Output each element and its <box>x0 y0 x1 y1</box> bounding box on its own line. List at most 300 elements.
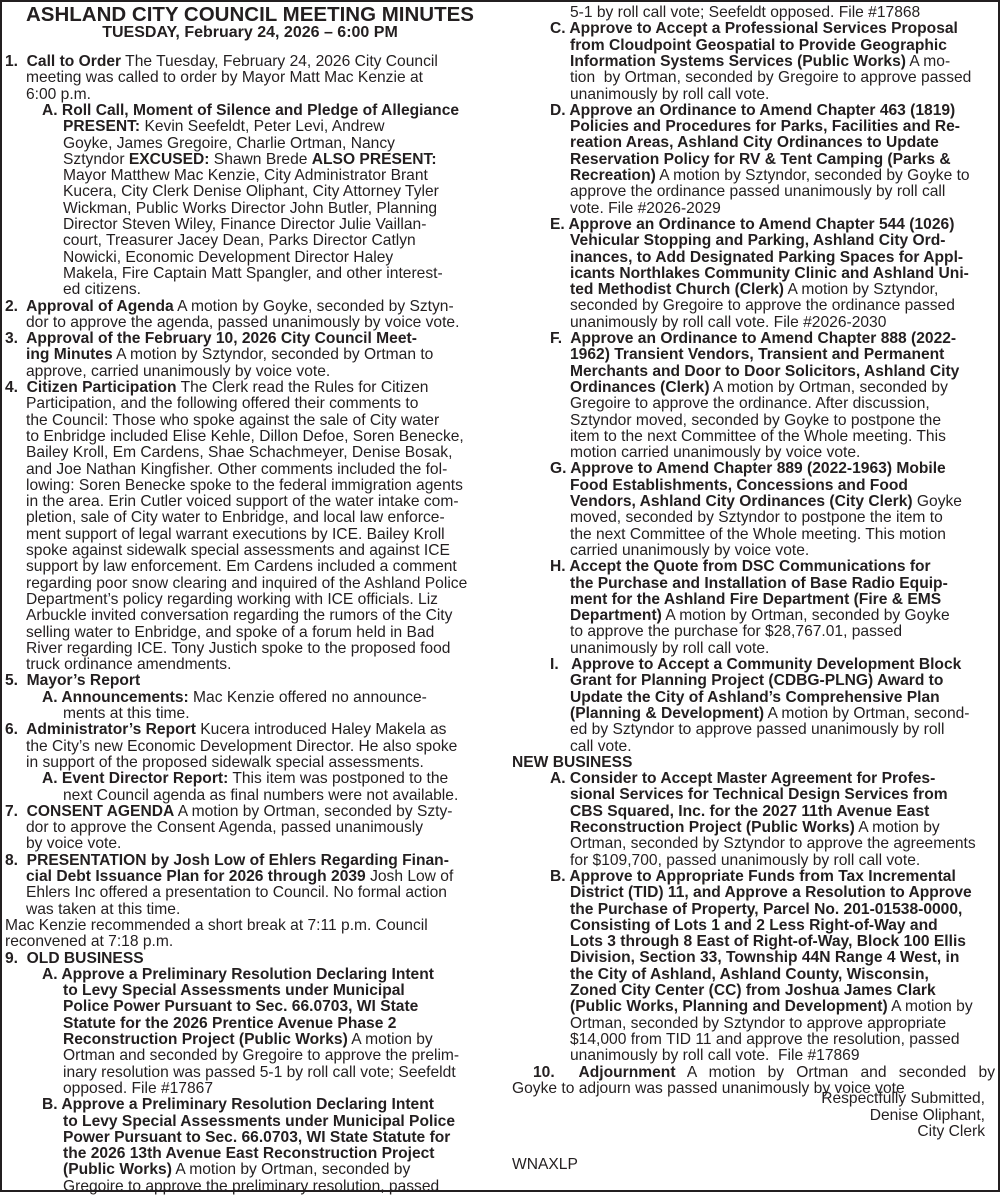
text-line <box>26 836 121 852</box>
bold-heading-text: Police Power Pursuant to Sec. 66.0703, WI State <box>63 998 419 1016</box>
bold-heading-text: 4. Citizen Participation <box>5 379 177 396</box>
text-line <box>5 853 449 869</box>
body-text: A motion by Goyke, seconded by Sztyn- <box>173 297 454 315</box>
text-line <box>63 266 443 282</box>
text-line <box>63 119 385 135</box>
text-line <box>570 967 929 983</box>
text-line <box>5 918 428 934</box>
text-line <box>570 543 809 559</box>
text-line <box>570 5 920 21</box>
text-line <box>570 527 946 543</box>
signature-title: City Clerk <box>917 1123 985 1140</box>
bold-heading-text: reation Areas, Ashland City Ordinances to Update <box>570 134 939 152</box>
body-text: court, Treasurer Jacey Dean, Parks Director Catlyn <box>63 232 416 250</box>
text-line <box>26 869 453 885</box>
bold-heading-text: D. Approve an Ordinance to Amend Chapter 463 (1819) <box>550 101 956 119</box>
text-line <box>570 282 938 298</box>
text-line <box>63 282 141 298</box>
bold-heading-text: ment for the Ashland Fire Department (Fire & EMS <box>570 590 942 608</box>
body-text: A motion by <box>854 819 940 836</box>
bold-heading-text: Department) <box>570 607 662 625</box>
text-line <box>26 543 450 559</box>
body-text: vote. File #2026-2029 <box>570 199 721 217</box>
text-line <box>5 951 144 967</box>
text-line <box>63 983 405 999</box>
text-line <box>26 902 180 918</box>
body-text: A motion by Sztyndor, seconded by Ortman to <box>112 346 434 364</box>
body-text: Department’s policy regarding working with ICE officials. Liz <box>26 590 438 608</box>
bold-heading-text: Zoned City Center (CC) from Joshua James Clark <box>570 982 936 999</box>
body-text: $14,000 from TID 11 and approve the resolution, passed <box>570 1030 960 1048</box>
bold-heading-text: 1962) Transient Vendors, Transient and Permanent <box>570 346 945 364</box>
signature-closing: Respectfully Submitted, <box>821 1090 985 1107</box>
body-text: approve the ordinance passed unanimously by roll call <box>570 183 946 201</box>
body-text: Nowicki, Economic Development Director Haley <box>63 248 394 266</box>
body-text: A motion by Sztyndor, <box>784 281 939 299</box>
bold-heading-text: E. Approve an Ordinance to Amend Chapter 544 (1026) <box>550 215 955 233</box>
text-line <box>26 462 447 478</box>
text-line <box>26 641 450 657</box>
bold-heading-text: Lots 3 through 8 East of Right-of-Way, Block 100 Ellis <box>570 933 966 951</box>
text-line <box>63 1081 213 1097</box>
text-line <box>63 1114 455 1130</box>
bold-heading-text: Merchants and Door to Door Solicitors, Ashland City <box>570 362 960 380</box>
text-line <box>550 869 956 885</box>
text-line <box>570 298 955 314</box>
text-line <box>570 1032 960 1048</box>
body-text: A motion by Sztyndor, seconded by Goyke to <box>655 167 970 184</box>
text-line <box>5 804 452 820</box>
bold-heading-text: 10. Adjournment <box>533 1063 676 1081</box>
body-text: Ortman, seconded by Sztyndor to approve appropriate <box>570 1014 947 1032</box>
bold-heading-text: H. Accept the Quote from DSC Communications for <box>550 558 931 576</box>
bold-heading-text: Reservation Policy for RV & Tent Camping (Parks & <box>570 150 951 168</box>
text-line <box>5 331 417 347</box>
text-line <box>570 233 945 249</box>
bold-heading-text: A. Consider to Accept Master Agreement for Profes- <box>550 770 936 788</box>
text-line <box>570 87 769 103</box>
bold-heading-text: I. Approve to Accept a Community Development Block <box>550 656 962 673</box>
body-text: Ehlers Inc offered a presentation to Council. No formal action <box>26 884 447 902</box>
text-line <box>26 885 447 901</box>
bold-heading-text: the Purchase and Installation of Base Radio Equip- <box>570 574 948 592</box>
text-line <box>26 413 439 429</box>
body-text: Sztyndor moved, seconded by Goyke to postpone the <box>570 411 942 429</box>
text-line <box>570 902 962 918</box>
text-line <box>570 429 946 445</box>
bold-heading-text: Division, Section 33, Township 44N Range 4 West, in <box>570 949 960 967</box>
text-line <box>26 527 445 543</box>
bold-heading-text: A. Event Director Report: <box>42 770 229 788</box>
text-line <box>63 1179 439 1195</box>
text-line <box>63 184 439 200</box>
bold-heading-text: Statute for the 2026 Prentice Avenue Phase 2 <box>63 1014 397 1032</box>
body-text: ed citizens. <box>63 281 142 299</box>
text-line <box>512 755 632 771</box>
body-text: The Clerk read the Rules for Citizen <box>176 379 429 396</box>
body-text: carried unanimously by voice vote. <box>570 541 810 559</box>
text-line <box>42 690 427 706</box>
bold-heading-text: Information Systems Services (Public Works) <box>570 52 906 70</box>
body-text: Arbuckle invited conversation regarding the rumors of the City <box>26 607 453 625</box>
body-text: A motion by <box>887 998 973 1016</box>
bold-heading-text: Reconstruction Project (Public Works) <box>570 819 855 836</box>
text-line <box>570 934 966 950</box>
body-text: 5-1 by roll call vote; Seefeldt opposed. File #17868 <box>570 4 921 21</box>
body-text: Makela, Fire Captain Matt Spangler, and other interest- <box>63 264 443 282</box>
body-text: call vote. <box>570 737 632 755</box>
bold-heading-text: NEW BUSINESS <box>512 753 633 771</box>
bold-heading-text: 3. Approval of the February 10, 2026 City Council Meet- <box>5 330 417 348</box>
text-line <box>570 266 969 282</box>
bold-heading-text: B. Approve to Appropriate Funds from Tax Incremental <box>550 867 956 885</box>
body-text: Kevin Seefeldt, Peter Levi, Andrew <box>140 118 385 136</box>
body-text: by voice vote. <box>26 835 122 853</box>
text-line <box>570 950 959 966</box>
text-line <box>26 494 459 510</box>
body-text: Josh Low of <box>365 868 454 885</box>
text-line <box>63 201 437 217</box>
text-line <box>570 364 959 380</box>
text-line <box>570 135 939 151</box>
body-text: selling water to Enbridge, and spoke of a forum held in Bad <box>26 623 435 641</box>
body-text: ments at this time. <box>63 705 190 722</box>
body-text: ment support of legal warrant executions by ICE. Bailey Kroll <box>26 525 445 543</box>
body-text: lowing: Soren Benecke spoke to the federal immigration agents <box>26 476 463 494</box>
body-text: The Tuesday, February 24, 2026 City Council <box>121 53 438 70</box>
bold-heading-text: District (TID) 11, and Approve a Resolution to Approve <box>570 884 972 902</box>
bold-heading-text: the Purchase of Property, Parcel No. 201-01538-0000, <box>570 900 963 918</box>
text-line <box>63 250 393 266</box>
text-line <box>550 21 958 37</box>
body-text: A motion by Ortman and seconded by <box>675 1063 995 1081</box>
text-line <box>26 657 231 673</box>
text-line <box>570 413 941 429</box>
text-line <box>570 624 902 640</box>
text-line <box>570 250 963 266</box>
text-line <box>570 445 860 461</box>
bold-heading-text: sional Services for Technical Design Services from <box>570 786 948 804</box>
text-line <box>533 1065 995 1081</box>
text-line <box>570 673 943 689</box>
text-line <box>26 70 423 86</box>
body-text: Sztyndor <box>63 150 129 168</box>
body-text: A motion by <box>347 1031 433 1048</box>
body-text: spoke against sidewalk special assessments and against ICE <box>26 542 450 559</box>
body-text: support by law enforcement. Em Cardens included a comment <box>26 558 457 576</box>
body-text: approve, carried unanimously by voice vote. <box>26 362 331 380</box>
text-line <box>26 625 434 641</box>
body-text: unanimously by roll call vote. File #17869 <box>570 1047 860 1065</box>
document-subtitle: TUESDAY, February 24, 2026 – 6:00 PM <box>102 24 398 41</box>
text-line <box>63 788 458 804</box>
bold-heading-text: to Levy Special Assessments under Municipal <box>63 982 405 1000</box>
body-text: was taken at this time. <box>26 900 181 918</box>
text-line <box>550 657 961 673</box>
body-text: seconded by Gregoire to approve the ordinance passed <box>570 297 955 315</box>
bold-heading-text: Policies and Procedures for Parks, Facilities and Re- <box>570 118 960 136</box>
text-line <box>26 510 445 526</box>
text-line <box>570 820 940 836</box>
text-line <box>26 559 457 575</box>
text-line <box>570 1048 860 1064</box>
bold-heading-text: ing Minutes <box>26 346 113 364</box>
bold-heading-text: F. Approve an Ordinance to Amend Chapter 888 (2022- <box>550 330 957 347</box>
text-line <box>570 885 972 901</box>
bold-heading-text: C. Approve to Accept a Professional Services Proposal <box>550 20 958 38</box>
text-line <box>570 184 945 200</box>
text-line <box>570 119 960 135</box>
text-line <box>570 853 920 869</box>
text-line <box>550 771 935 787</box>
text-line <box>5 380 428 396</box>
text-line <box>570 706 970 722</box>
text-line <box>570 690 940 706</box>
text-line <box>63 233 416 249</box>
text-line <box>42 771 448 787</box>
bold-heading-text: 1. Call to Order <box>5 53 122 70</box>
bold-heading-text: 8. PRESENTATION by Josh Low of Ehlers Regarding Finan- <box>5 851 449 869</box>
document-title: ASHLAND CITY COUNCIL MEETING MINUTES <box>26 3 474 26</box>
text-line <box>63 999 418 1015</box>
bold-heading-text: EXCUSED: <box>128 150 210 168</box>
body-text: A motion by Ortman, seconded by <box>171 1161 411 1179</box>
text-line <box>570 722 944 738</box>
text-line <box>570 347 944 363</box>
bold-heading-text: 2. Approval of Agenda <box>5 297 174 315</box>
bold-heading-text: the 2026 13th Avenue East Reconstruction Project <box>63 1145 435 1163</box>
bold-heading-text: ted Methodist Church (Clerk) <box>570 281 784 299</box>
body-text: Goyke, James Gregoire, Charlie Ortman, Nancy <box>63 134 395 152</box>
body-text: A mo- <box>905 52 951 70</box>
bold-heading-text: 9. OLD BUSINESS <box>5 949 144 967</box>
bold-heading-text: CBS Squared, Inc. for the 2027 11th Avenue East <box>570 802 930 820</box>
text-line <box>570 152 951 168</box>
text-line <box>26 478 463 494</box>
bold-heading-text: 6. Administrator’s Report <box>5 721 196 739</box>
text-line <box>570 494 962 510</box>
text-line <box>570 1016 946 1032</box>
bold-heading-text: Reconstruction Project (Public Works) <box>63 1031 348 1048</box>
text-line <box>63 1048 459 1064</box>
body-text: Mac Kenzie recommended a short break at 7:11 p.m. Council <box>5 916 428 934</box>
text-line <box>570 70 971 86</box>
bold-heading-text: A. Roll Call, Moment of Silence and Pledge of Allegiance <box>42 101 460 119</box>
bold-heading-text: B. Approve a Preliminary Resolution Declaring Intent <box>42 1096 434 1114</box>
text-line <box>63 1162 410 1178</box>
text-line <box>570 201 721 217</box>
text-line <box>570 999 973 1015</box>
text-line <box>26 592 438 608</box>
text-line <box>550 331 956 347</box>
body-text: in the area. Erin Cutler voiced support of the water intake com- <box>26 493 459 511</box>
body-text: A motion by Ortman, second- <box>764 704 970 722</box>
body-text: to approve the purchase for $28,767.01, passed <box>570 623 903 641</box>
body-text: A motion by Ortman, seconded by <box>709 378 948 396</box>
text-line <box>63 1146 434 1162</box>
text-line <box>26 315 459 331</box>
bold-heading-text: Grant for Planning Project (CDBG-PLNG) Award to <box>570 672 944 690</box>
text-line <box>26 429 464 445</box>
text-line <box>26 755 424 771</box>
text-line <box>550 461 946 477</box>
text-line <box>570 787 948 803</box>
text-line <box>570 918 938 934</box>
body-text: dor to approve the Consent Agenda, passed unanimously <box>26 819 424 837</box>
text-line <box>570 641 769 657</box>
body-text: Kucera, City Clerk Denise Oliphant, City Attorney Tyler <box>63 183 439 201</box>
text-line <box>570 478 908 494</box>
body-text: motion carried unanimously by voice vote. <box>570 444 861 462</box>
bold-heading-text: to Levy Special Assessments under Municipal Police <box>63 1112 455 1130</box>
bold-heading-text: A. Announcements: <box>42 688 189 706</box>
text-line <box>26 364 330 380</box>
body-text: Wickman, Public Works Director John Butler, Planning <box>63 199 438 217</box>
body-text: unanimously by roll call vote. <box>570 85 770 103</box>
text-line <box>63 1130 450 1146</box>
text-line <box>550 103 955 119</box>
text-line <box>550 559 931 575</box>
bold-heading-text: Recreation) <box>570 167 656 184</box>
text-line <box>26 739 457 755</box>
bold-heading-text: 7. CONSENT AGENDA <box>5 802 175 820</box>
text-line <box>26 347 433 363</box>
body-text: moved, seconded by Sztyndor to postpone the item to <box>570 509 943 527</box>
body-text: and Joe Nathan Kingfisher. Other comments included the fol- <box>26 460 448 478</box>
text-line <box>42 1097 434 1113</box>
text-line <box>570 396 930 412</box>
body-text: Ortman, seconded by Sztyndor to approve the agreements <box>570 835 976 853</box>
body-text: A motion by Ortman, seconded by Szty- <box>174 802 453 820</box>
text-line <box>26 87 91 103</box>
body-text: unanimously by roll call vote. File #2026-2030 <box>570 313 887 331</box>
body-text: truck ordinance amendments. <box>26 656 232 674</box>
bold-heading-text: Vendors, Ashland City Ordinances (City Clerk) <box>570 493 913 510</box>
text-line <box>63 168 428 184</box>
text-line <box>63 136 395 152</box>
text-line <box>63 706 190 722</box>
body-text: Director Steven Wiley, Finance Director Julie Vaillan- <box>63 216 427 233</box>
text-line <box>26 445 452 461</box>
bold-heading-text: (Planning & Development) <box>570 704 765 722</box>
body-text: Goyke <box>912 493 962 510</box>
bold-heading-text: A. Approve a Preliminary Resolution Declaring Intent <box>42 965 434 983</box>
bold-heading-text: PRESENT: <box>63 118 141 136</box>
body-text: to Enbridge included Elise Kehle, Dillon Defoe, Soren Benecke, <box>26 427 464 445</box>
body-text: Mayor Matthew Mac Kenzie, City Administrator Brant <box>63 167 428 185</box>
bold-heading-text: from Cloudpoint Geospatial to Provide Geographic <box>570 36 947 54</box>
text-line <box>570 983 936 999</box>
text-line <box>63 217 426 233</box>
bold-heading-text: the City of Ashland, Ashland County, Wisconsin, <box>570 965 929 983</box>
bold-heading-text: Vehicular Stopping and Parking, Ashland City Ord- <box>570 232 946 250</box>
text-line <box>63 1016 396 1032</box>
text-line <box>5 54 438 70</box>
text-line <box>42 967 434 983</box>
body-text: dor to approve the agenda, passed unanimously by voice vote. <box>26 313 460 331</box>
text-line <box>5 722 446 738</box>
signature-name: Denise Oliphant, <box>869 1106 985 1124</box>
body-text: A motion by Ortman, seconded by Goyke <box>661 607 950 625</box>
body-text: Gregoire to approve the preliminary resolution, passed <box>63 1177 440 1195</box>
text-line <box>570 510 943 526</box>
body-text: meeting was called to order by Mayor Matt Mac Kenzie at <box>26 69 423 87</box>
text-line <box>63 1032 433 1048</box>
text-line <box>26 576 467 592</box>
bold-heading-text: Food Establishments, Concessions and Food <box>570 476 908 494</box>
text-line <box>5 673 140 689</box>
body-text: regarding poor snow clearing and inquired of the Ashland Police <box>26 574 468 592</box>
text-line <box>570 608 950 624</box>
body-text: 6:00 p.m. <box>26 85 92 103</box>
publication-code: WNAXLP <box>512 1156 578 1173</box>
body-text: unanimously by roll call vote. <box>570 639 770 657</box>
text-line <box>42 103 459 119</box>
bold-heading-text: cial Debt Issuance Plan for 2026 through 2039 <box>26 868 366 885</box>
body-text: Gregoire to approve the ordinance. After discussion, <box>570 395 930 413</box>
bold-heading-text: (Public Works, Planning and Development) <box>570 998 888 1016</box>
body-text: tion by Ortman, seconded by Gregoire to approve passed <box>570 69 972 87</box>
text-line <box>26 608 452 624</box>
body-text: next Council agenda as final numbers were not available. <box>63 786 459 804</box>
body-text: Mac Kenzie offered no announce- <box>188 688 427 706</box>
bold-heading-text: 5. Mayor’s Report <box>5 672 141 690</box>
text-line <box>63 1065 456 1081</box>
body-text: reconvened at 7:18 p.m. <box>5 933 174 951</box>
body-text: the next Committee of the Whole meeting. This motion <box>570 525 946 543</box>
body-text: River regarding ICE. Tony Justich spoke to the proposed food <box>26 639 451 657</box>
text-line <box>63 152 437 168</box>
bold-heading-text: Ordinances (Clerk) <box>570 378 710 396</box>
body-text: Shawn Brede <box>209 150 312 168</box>
text-line <box>26 396 418 412</box>
body-text: Bailey Kroll, Em Cardens, Shae Schachmeyer, Denise Bosak, <box>26 444 453 462</box>
bold-heading-text: Consisting of Lots 1 and 2 Less Right-of-Way and <box>570 916 938 934</box>
bold-heading-text: ALSO PRESENT: <box>311 150 437 168</box>
body-text: Goyke to adjourn was passed unanimously by voice vote <box>512 1079 905 1097</box>
body-text: the Council: Those who spoke against the sale of City water <box>26 411 440 429</box>
text-line <box>5 934 173 950</box>
text-line <box>570 38 947 54</box>
body-text: opposed. File #17867 <box>63 1079 213 1097</box>
text-line <box>570 592 941 608</box>
body-text: Ortman and seconded by Gregoire to approve the prelim- <box>63 1047 460 1065</box>
text-line <box>570 739 632 755</box>
text-line <box>26 820 423 836</box>
body-text: the City’s new Economic Development Director. He also spoke <box>26 737 458 755</box>
body-text: pletion, sale of City water to Enbridge, and local law enforce- <box>26 509 445 527</box>
bold-heading-text: (Public Works) <box>63 1161 172 1179</box>
bold-heading-text: inances, to Add Designated Parking Spaces for Appl- <box>570 248 964 266</box>
text-line <box>570 54 950 70</box>
body-text: item to the next Committee of the Whole meeting. This <box>570 427 946 445</box>
body-text: Participation, and the following offered their comments to <box>26 395 419 413</box>
body-text: This item was postponed to the <box>228 770 449 788</box>
text-line <box>570 168 970 184</box>
body-text: for $109,700, passed unanimously by roll call vote. <box>570 851 921 869</box>
body-text: ed by Sztyndor to approve passed unanimously by roll <box>570 721 945 739</box>
bold-heading-text: Update the City of Ashland’s Comprehensive Plan <box>570 688 940 706</box>
text-line <box>570 315 886 331</box>
text-line <box>550 217 954 233</box>
body-text: in support of the proposed sidewalk special assessments. <box>26 753 424 771</box>
bold-heading-text: Power Pursuant to Sec. 66.0703, WI State Statute for <box>63 1128 451 1146</box>
text-line <box>570 836 976 852</box>
text-line <box>570 380 948 396</box>
body-text: Kucera introduced Haley Makela as <box>195 721 447 739</box>
text-line <box>5 299 454 315</box>
bold-heading-text: G. Approve to Amend Chapter 889 (2022-1963) Mobile <box>550 460 946 478</box>
